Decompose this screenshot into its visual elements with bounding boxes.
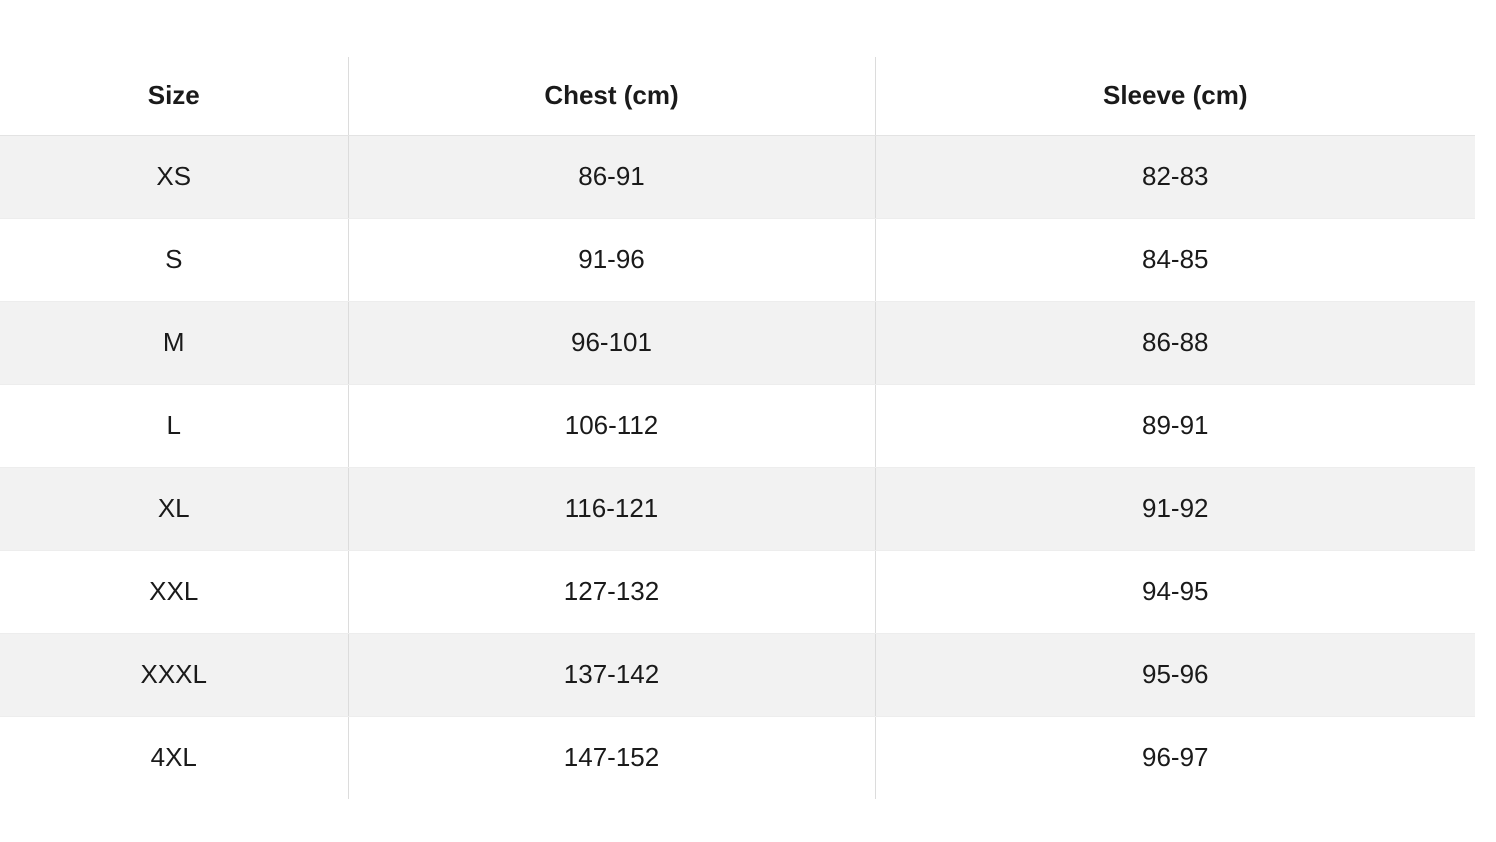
cell-size: XXXL [0, 634, 348, 717]
table-row [0, 385, 1475, 468]
cell-chest: 116-121 [348, 468, 875, 551]
cell-sleeve: 89-91 [875, 385, 1475, 468]
table-row [0, 219, 1475, 302]
cell-sleeve: 94-95 [875, 551, 1475, 634]
table-header-row [0, 57, 1475, 136]
cell-size: S [0, 219, 348, 302]
cell-chest: 91-96 [348, 219, 875, 302]
cell-chest: 96-101 [348, 302, 875, 385]
cell-chest: 86-91 [348, 136, 875, 219]
column-header-size: Size [0, 57, 348, 136]
table-row [0, 136, 1475, 219]
cell-sleeve: 91-92 [875, 468, 1475, 551]
cell-sleeve: 96-97 [875, 717, 1475, 800]
column-header-sleeve: Sleeve (cm) [875, 57, 1475, 136]
size-chart-table [0, 57, 1475, 799]
table-row [0, 717, 1475, 800]
cell-chest: 147-152 [348, 717, 875, 800]
cell-sleeve: 86-88 [875, 302, 1475, 385]
cell-sleeve: 84-85 [875, 219, 1475, 302]
table-row [0, 302, 1475, 385]
cell-size: 4XL [0, 717, 348, 800]
cell-size: M [0, 302, 348, 385]
cell-size: XXL [0, 551, 348, 634]
table-body [0, 136, 1475, 800]
table-row [0, 468, 1475, 551]
cell-sleeve: 95-96 [875, 634, 1475, 717]
table-row [0, 634, 1475, 717]
cell-sleeve: 82-83 [875, 136, 1475, 219]
cell-size: XS [0, 136, 348, 219]
table-header [0, 57, 1475, 136]
cell-chest: 137-142 [348, 634, 875, 717]
cell-size: L [0, 385, 348, 468]
column-header-chest: Chest (cm) [348, 57, 875, 136]
cell-size: XL [0, 468, 348, 551]
table-row [0, 551, 1475, 634]
cell-chest: 127-132 [348, 551, 875, 634]
cell-chest: 106-112 [348, 385, 875, 468]
